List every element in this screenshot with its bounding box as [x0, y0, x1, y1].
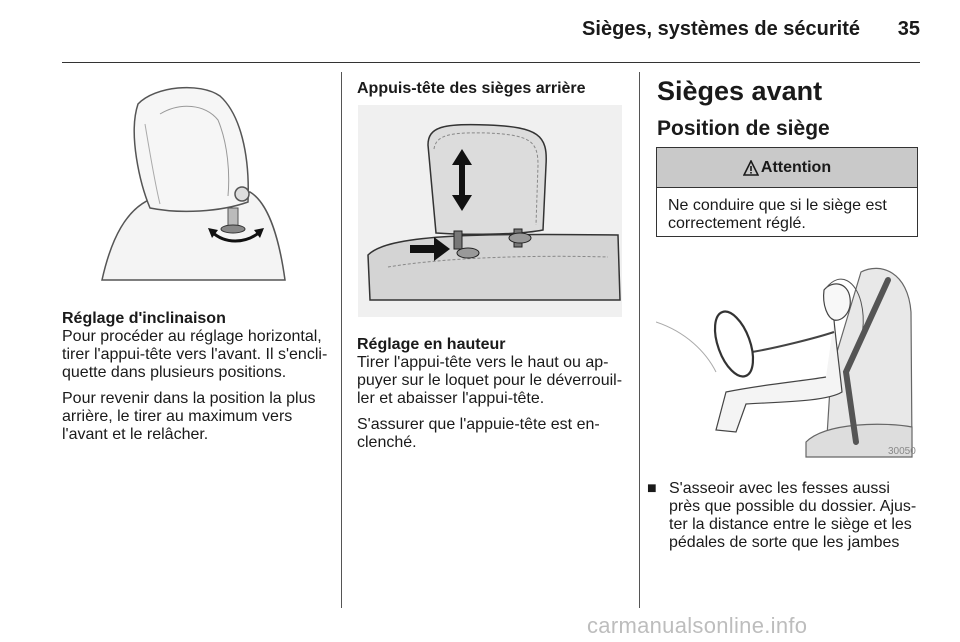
- seat-position-title: Position de siège: [657, 117, 830, 140]
- warning-header: [657, 148, 917, 188]
- watermark: carmanualsonline.info: [587, 613, 808, 638]
- headrest-tilt-illustration: [100, 84, 290, 282]
- warning-box: [656, 147, 918, 237]
- warning-label: Attention: [760, 158, 832, 176]
- height-adjustment-paragraph-1: Tirer l'appui-tête vers le haut ou ap-puyer sur le loquet pour le déverrouil-ler et abaisser l'appui-tête.: [357, 354, 623, 407]
- header-rule: [62, 62, 920, 63]
- height-adjustment-paragraph-2: S'assurer que l'appuie-tête est en-clenché.: [357, 416, 600, 451]
- column-divider-2: [639, 72, 640, 608]
- height-adjustment-heading: Réglage en hauteur: [357, 336, 506, 353]
- tilt-adjustment-paragraph-2: Pour revenir dans la position la plus arrière, le tirer au maximum vers l'avant et le relâcher.: [62, 390, 316, 443]
- driver-seat-illustration: [656, 252, 920, 460]
- figure-number: 30050: [888, 446, 916, 457]
- rear-headrest-title-block: [357, 80, 627, 98]
- page-header-title: Sièges, systèmes de sécurité: [582, 18, 860, 40]
- page-number: 35: [897, 18, 920, 40]
- rear-headrest-title: Appuis-tête des sièges arrière: [357, 80, 586, 97]
- front-seats-title: Sièges avant: [657, 76, 823, 106]
- tilt-adjustment-section: [62, 310, 332, 452]
- rear-headrest-illustration: [358, 105, 622, 317]
- tilt-adjustment-paragraph-1: Pour procéder au réglage horizontal, tirer l'appui-tête vers l'avant. Il s'encli-quette dans plusieurs positions.: [62, 328, 328, 381]
- tilt-adjustment-heading: Réglage d'inclinaison: [62, 310, 226, 327]
- bullet-item: [645, 480, 925, 552]
- height-adjustment-section: [357, 336, 632, 460]
- warning-text: Ne conduire que si le siège est correctement réglé.: [668, 197, 887, 232]
- column-divider-1: [341, 72, 342, 608]
- bullet-square-icon: ■: [647, 480, 657, 497]
- bullet-item-text: S'asseoir avec les fesses aussi près que possible du dossier. Ajus-ter la distance entre le siège et les pédales de sorte que les jambes: [669, 480, 917, 551]
- warning-triangle-icon: [743, 160, 759, 176]
